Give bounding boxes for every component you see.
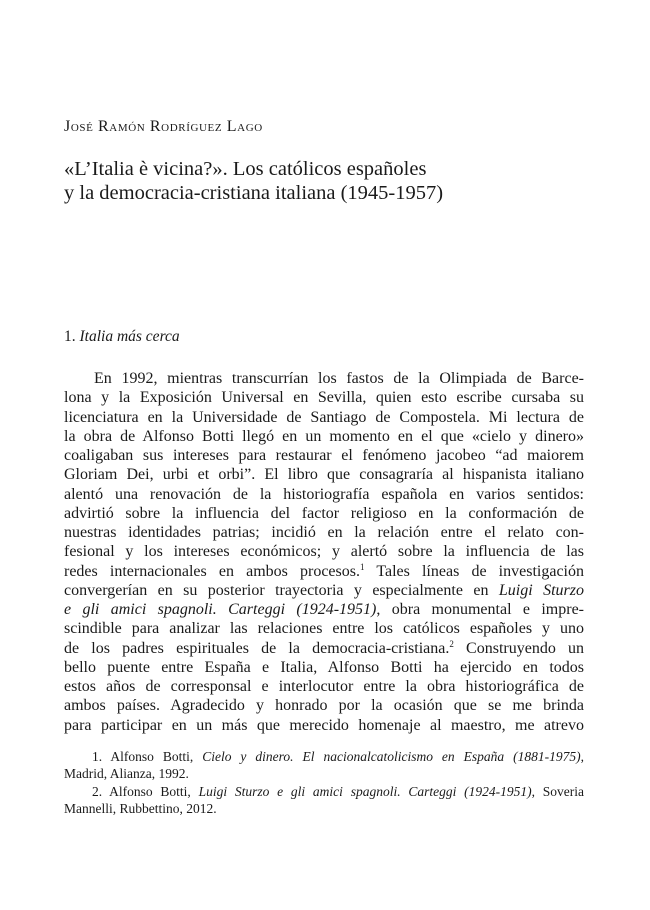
footnote-text: , [580, 749, 584, 764]
footnotes [64, 748, 584, 818]
body-text-segment: , obra monumental e impre- [376, 601, 585, 618]
body-line: licenciatura en la Universidade de Santiago de Compostela. Mi lectura de [64, 408, 584, 426]
section-number: 1. [64, 328, 76, 345]
footnote-2-continuation: Mannelli, Rubbettino, 2012. [64, 801, 217, 817]
chapter-title [64, 157, 584, 205]
body-line [64, 600, 584, 619]
body-line: scindible para analizar las relaciones entre los católicos españoles y uno [64, 620, 584, 638]
body-line [64, 581, 584, 600]
body-line: estos años de corresponsal e interlocutor entre la obra historiográfica de [64, 678, 584, 695]
body-line: la obra de Alfonso Botti llegó en un momento en el que «cielo y dinero» [64, 427, 584, 445]
chapter-title-line-1: «L’Italia è vicina?». Los católicos españoles [64, 158, 427, 180]
footnote-marker-1: 1 [359, 561, 365, 572]
footnote-text: 2. Alfonso Botti, [92, 783, 199, 799]
footnote-1 [64, 748, 584, 765]
book-title-italic: e gli amici spagnoli. Carteggi (1924-1951) [64, 601, 377, 618]
body-paragraph [64, 369, 584, 735]
footnote-book-title: Cielo y dinero. El nacionalcatolicismo en España (1881-1975) [202, 749, 581, 764]
body-text-segment: redes internacionales en ambos procesos. [64, 562, 360, 580]
body-text-segment: Construyendo un [453, 639, 585, 657]
footnote-text: , Soveria [531, 783, 584, 799]
footnote-marker-2: 2 [449, 638, 454, 649]
body-line: alentó una renovación de la historiografía española en varios sentidos: [64, 485, 584, 503]
body-line: nuestras identidades patrias; incidió en la relación entre el relato con- [64, 524, 584, 541]
section-title: Italia más cerca [79, 328, 180, 345]
body-line: advirtió sobre la influencia del factor religioso en la conformación de [64, 504, 584, 522]
body-text-segment: de los padres espirituales de la democracia-cristiana. [64, 639, 450, 657]
body-line: ambos países. Agradecido y honrado por la ocasión que se me brinda [64, 697, 584, 715]
footnote-book-title: Luigi Sturzo e gli amici spagnoli. Carteggi (1924-1951) [198, 783, 532, 799]
chapter-title-line-2: y la democracia-cristiana italiana (1945-1957) [64, 182, 444, 204]
footnote-1-continuation: Madrid, Alianza, 1992. [64, 766, 189, 782]
body-line: lona y la Exposición Universal en Sevilla, quien esto escribe cursaba su [64, 389, 584, 407]
body-line: bello puente entre España e Italia, Alfonso Botti ha ejercido en todos [64, 658, 584, 676]
body-line: fesional y los intereses económicos; y alertó sobre la influencia de las [64, 543, 584, 561]
footnote-2 [64, 783, 584, 800]
section-heading [64, 328, 180, 346]
body-line-with-footnote-2 [64, 639, 584, 658]
chapter-author: José Ramón Rodríguez Lago [64, 118, 263, 135]
body-line-with-footnote-1 [64, 562, 584, 581]
body-line: coaligaban sus intereses para restaurar el fenómeno jacobeo “ad maiorem [64, 447, 584, 464]
body-text-segment: convergerían en su posterior trayectoria y especialmente en [64, 581, 499, 599]
footnote-text: 1. Alfonso Botti, [92, 749, 203, 764]
body-text-segment: Tales líneas de investigación [364, 562, 584, 580]
body-line: para participar en un más que merecido homenaje al maestro, me atrevo [64, 716, 584, 734]
book-title-italic: Luigi Sturzo [498, 581, 584, 599]
body-line: En 1992, mientras transcurrían los fastos de la Olimpiada de Barce- [94, 370, 584, 387]
body-line: Gloriam Dei, urbi et orbi”. El libro que consagraría al hispanista italiano [64, 466, 584, 484]
